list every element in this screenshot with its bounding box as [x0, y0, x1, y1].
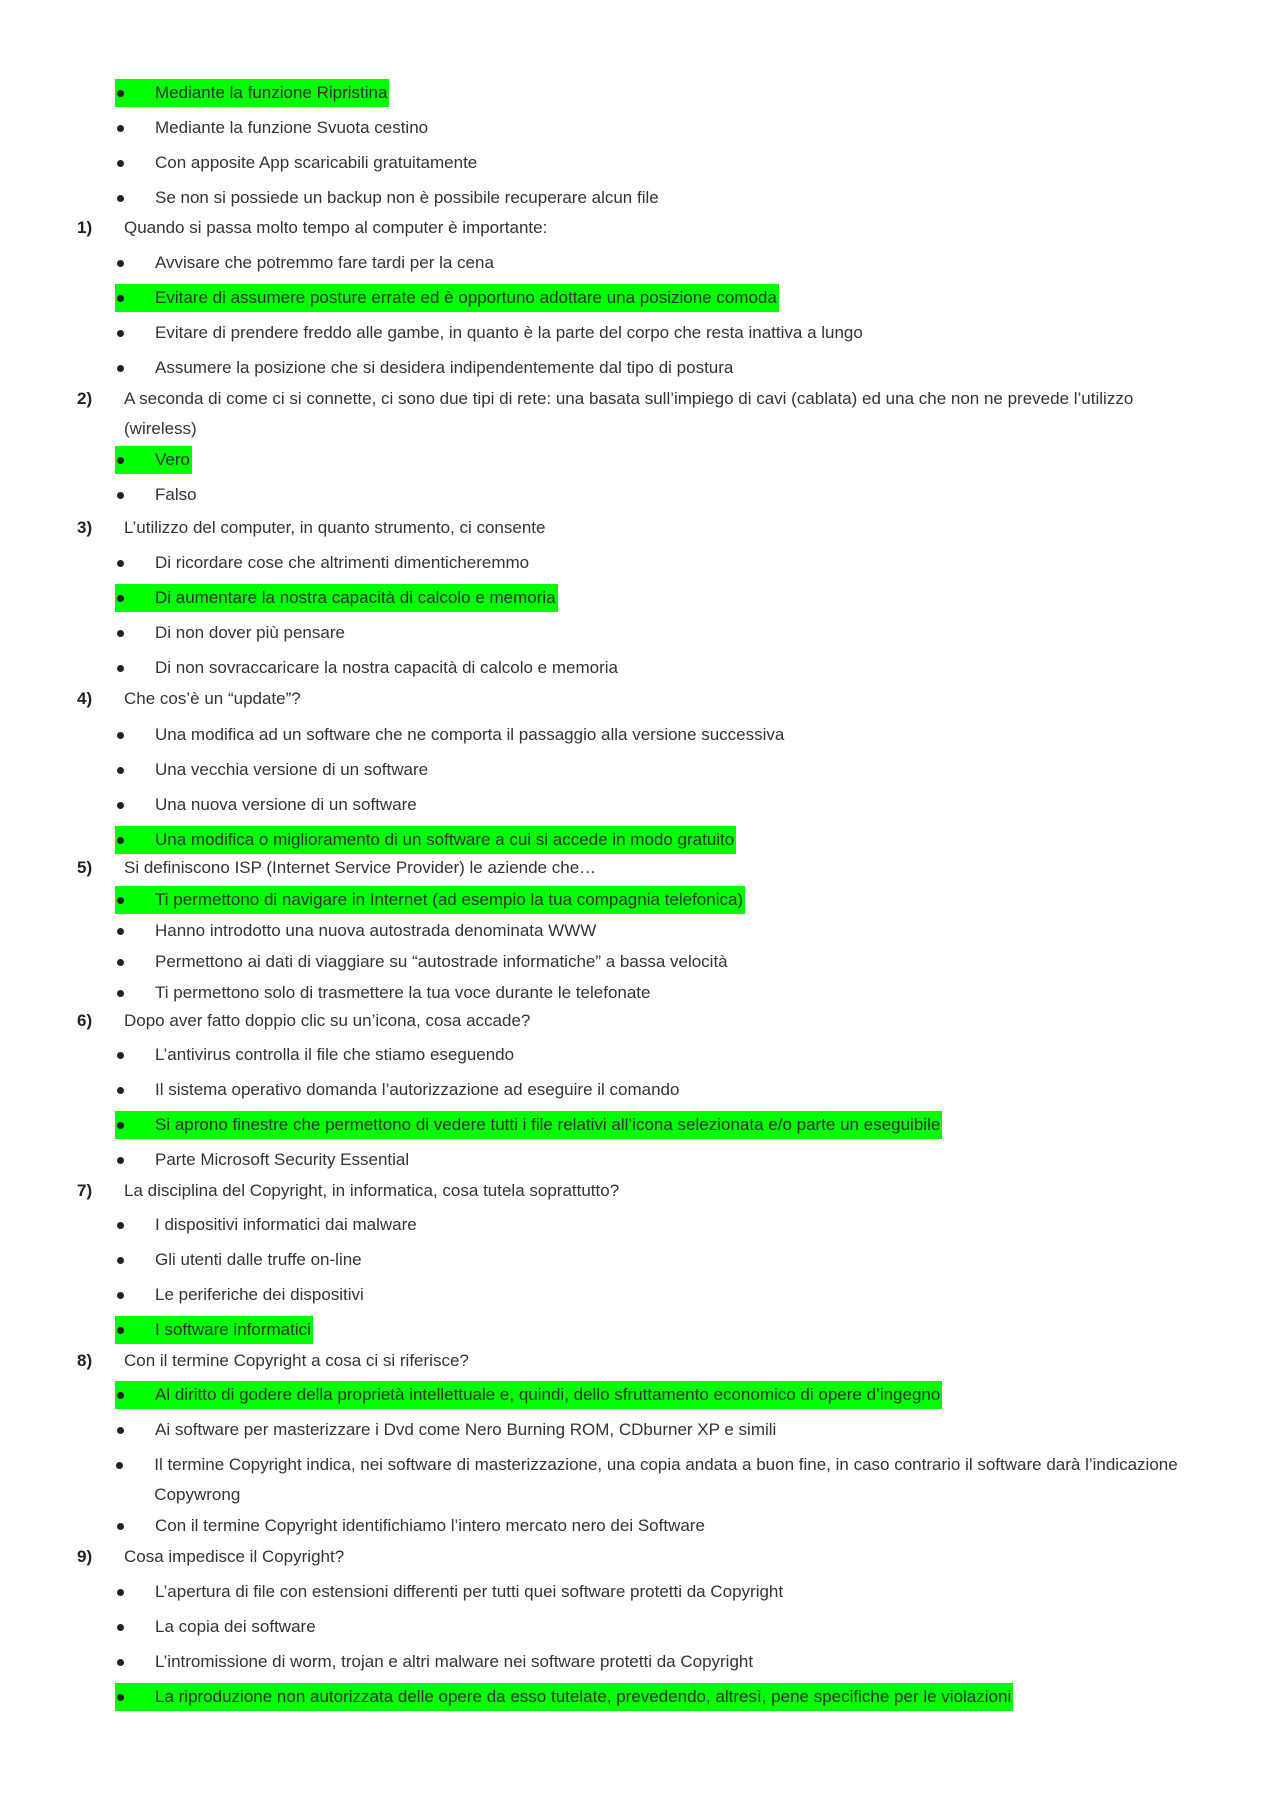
answer-text: L’antivirus controlla il file che stiamo eseguendo: [155, 1045, 515, 1064]
answer-text: Di non sovraccaricare la nostra capacità di calcolo e memoria: [155, 658, 618, 677]
bullet-icon: [115, 160, 125, 167]
question-text: Che cos’è un “update”?: [124, 689, 301, 708]
bullet-icon: [115, 837, 125, 844]
answer-text: Con apposite App scaricabili gratuitamente: [155, 153, 478, 172]
bullet-icon: [115, 1292, 125, 1299]
answer-text: Una nuova versione di un software: [155, 795, 417, 814]
bullet-icon: [115, 928, 125, 935]
bullet-icon: [115, 560, 125, 567]
answer-text: Avvisare che potremmo fare tardi per la cena: [155, 253, 494, 272]
bullet-icon: [115, 295, 125, 302]
question-text: Si definiscono ISP (Internet Service Provider) le aziende che…: [124, 858, 597, 877]
bullet-icon: [115, 1327, 125, 1334]
bullet-icon: [115, 90, 125, 97]
bullet-icon: [115, 1157, 125, 1164]
question-number: 1): [77, 218, 93, 237]
question-text: Dopo aver fatto doppio clic su un’icona, cosa accade?: [124, 1011, 531, 1030]
bullet-icon: [115, 665, 125, 672]
answer-text: Una modifica ad un software che ne comporta il passaggio alla versione successiva: [155, 725, 785, 744]
question-number: 3): [77, 518, 93, 537]
answer-text: Hanno introdotto una nuova autostrada denominata WWW: [155, 921, 597, 940]
question: [0, 1006, 1280, 1036]
bullet-icon: [115, 1624, 125, 1631]
answer-text: Il sistema operativo domanda l’autorizzazione ad eseguire il comando: [155, 1080, 680, 1099]
answer-text: Ai software per masterizzare i Dvd come Nero Burning ROM, CDburner XP e simili: [155, 1420, 777, 1439]
question-text: Con il termine Copyright a cosa ci si riferisce?: [124, 1351, 469, 1370]
bullet-icon: [115, 990, 125, 997]
bullet-icon: [115, 1087, 125, 1094]
answer-text: Al diritto di godere della proprietà intellettuale e, quindi, dello sfruttamento economico di opere d’ingegno: [155, 1385, 941, 1404]
answer-text: Se non si possiede un backup non è possibile recuperare alcun file: [155, 188, 659, 207]
answer-text: Si aprono finestre che permettono di vedere tutti i file relativi all’icona selezionata e/o parte un eseguibile: [155, 1115, 941, 1134]
answer-text: Di non dover più pensare: [155, 623, 345, 642]
question: [0, 853, 1280, 883]
question-number: 4): [77, 689, 93, 708]
question: [0, 684, 1280, 714]
bullet-icon: [115, 492, 125, 499]
question-number: 2): [77, 389, 93, 408]
question-number: 6): [77, 1011, 93, 1030]
question-text: La disciplina del Copyright, in informatica, cosa tutela soprattutto?: [124, 1181, 620, 1200]
question-text: Quando si passa molto tempo al computer è importante:: [124, 218, 548, 237]
answer-text: Mediante la funzione Svuota cestino: [155, 118, 429, 137]
question: [0, 1346, 1280, 1376]
bullet-icon: [115, 1122, 125, 1129]
answer-text: Parte Microsoft Security Essential: [155, 1150, 410, 1169]
question-text: L’utilizzo del computer, in quanto strumento, ci consente: [124, 518, 546, 537]
bullet-icon: [115, 260, 125, 267]
answer-text: La riproduzione non autorizzata delle opere da esso tutelate, prevedendo, altresì, pene specifiche per le violazioni: [155, 1687, 1012, 1706]
answer-text: Ti permettono di navigare in Internet (ad esempio la tua compagnia telefonica): [155, 890, 744, 909]
bullet-icon: [115, 365, 125, 372]
answer-text: Le periferiche dei dispositivi: [155, 1285, 364, 1304]
answer-text: Assumere la posizione che si desidera indipendentemente dal tipo di postura: [155, 358, 734, 377]
question: [0, 513, 1280, 543]
question-text: Cosa impedisce il Copyright?: [124, 1547, 345, 1566]
question: [0, 213, 1280, 243]
bullet-icon: [115, 959, 125, 966]
bullet-icon: [115, 1589, 125, 1596]
answer-text: Vero: [155, 450, 190, 469]
answer-text: La copia dei software: [155, 1617, 316, 1636]
answer-text: Una modifica o miglioramento di un software a cui si accede in modo gratuito: [155, 830, 735, 849]
question-text: A seconda di come ci si connette, ci sono due tipi di rete: una basata sull’impiego di cavi (cablata) ed una che non ne prevede l’utilizzo (wireless): [124, 389, 1134, 438]
answer-text: Permettono ai dati di viaggiare su “autostrade informatiche” a bassa velocità: [155, 952, 728, 971]
answer-text: I software informatici: [155, 1320, 311, 1339]
answer-text: Di aumentare la nostra capacità di calcolo e memoria: [155, 588, 556, 607]
bullet-icon: [115, 330, 125, 337]
bullet-icon: [115, 1451, 124, 1479]
bullet-icon: [115, 1694, 125, 1701]
answer-text: Con il termine Copyright identifichiamo l’intero mercato nero dei Software: [155, 1516, 705, 1535]
answer-text: Il termine Copyright indica, nei software di masterizzazione, una copia andata a buon fine, in caso contrario il software darà l’indicazione Copywrong: [154, 1455, 1178, 1504]
bullet-icon: [115, 897, 125, 904]
answer-text: Mediante la funzione Ripristina: [155, 83, 388, 102]
bullet-icon: [115, 1523, 125, 1530]
bullet-icon: [115, 195, 125, 202]
answer-text: I dispositivi informatici dai malware: [155, 1215, 417, 1234]
answer-text: L’apertura di file con estensioni differenti per tutti quei software protetti da Copyright: [155, 1582, 784, 1601]
answer-text: Evitare di prendere freddo alle gambe, in quanto è la parte del corpo che resta inattiva a lungo: [155, 323, 863, 342]
bullet-icon: [115, 1222, 125, 1229]
bullet-icon: [115, 802, 125, 809]
bullet-icon: [115, 1392, 125, 1399]
answer-text: L’intromissione di worm, trojan e altri malware nei software protetti da Copyright: [155, 1652, 754, 1671]
question: [0, 1176, 1280, 1206]
question: [0, 384, 1280, 444]
answer-text: Ti permettono solo di trasmettere la tua voce durante le telefonate: [155, 983, 651, 1002]
question: [0, 1542, 1280, 1572]
bullet-icon: [115, 1257, 125, 1264]
question-number: 8): [77, 1351, 93, 1370]
bullet-icon: [115, 732, 125, 739]
bullet-icon: [115, 1427, 125, 1434]
answer-text: Evitare di assumere posture errate ed è opportuno adottare una posizione comoda: [155, 288, 777, 307]
bullet-icon: [115, 767, 125, 774]
answer-text: Di ricordare cose che altrimenti dimenticheremmo: [155, 553, 530, 572]
bullet-icon: [115, 457, 125, 464]
bullet-icon: [115, 595, 125, 602]
question-number: 7): [77, 1181, 93, 1200]
question-number: 5): [77, 858, 93, 877]
bullet-icon: [115, 630, 125, 637]
answer-text: Una vecchia versione di un software: [155, 760, 429, 779]
bullet-icon: [115, 125, 125, 132]
bullet-icon: [115, 1659, 125, 1666]
answer-text: Falso: [155, 485, 197, 504]
question-number: 9): [77, 1547, 93, 1566]
answer-text: Gli utenti dalle truffe on-line: [155, 1250, 362, 1269]
bullet-icon: [115, 1052, 125, 1059]
